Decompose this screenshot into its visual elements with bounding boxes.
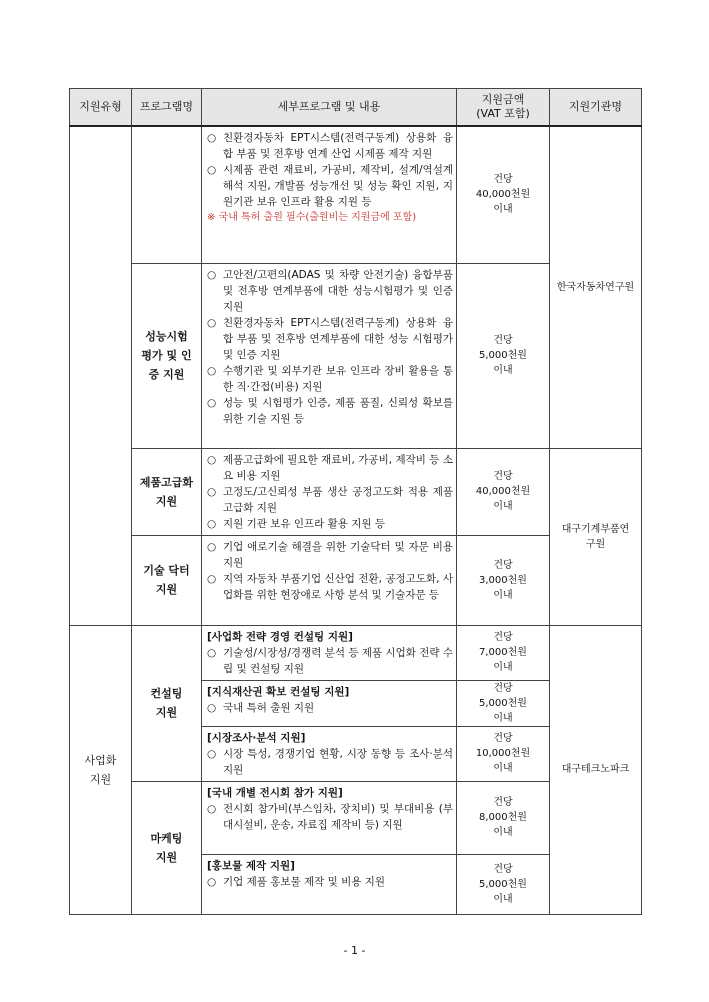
amount-cell: 건당 8,000천원 이내 xyxy=(457,781,550,854)
list-item: ○ 고안전/고편의(ADAS 및 차량 안전기술) 융합부품 및 전후방 연계부품에 대한 성능시험평가 및 인증 지원 xyxy=(207,268,453,313)
header-program-name: 프로그램명 xyxy=(132,89,202,127)
list-item: ○ 기업 제품 홍보물 제작 및 비용 지원 xyxy=(207,875,386,888)
amount-cell: 건당 5,000천원 이내 xyxy=(457,263,550,448)
amount-cell: 건당 7,000천원 이내 xyxy=(457,625,550,680)
program-name-cell: 제품고급화 지원 xyxy=(132,448,202,535)
list-item: ○ 친환경자동차 EPT시스템(전력구동계) 상용화 융합 부품 및 전후방 연계 산업 시제품 제작 지원 xyxy=(207,132,453,160)
amount-cell: 건당 5,000천원 이내 xyxy=(457,680,550,726)
agency-cell: 한국자동차연구원 xyxy=(550,126,642,448)
list-item: ○ 지원 기관 보유 인프라 활용 지원 등 xyxy=(207,517,386,530)
subprogram-title: [국내 개별 전시회 참가 지원] xyxy=(207,786,343,799)
amount-cell: 건당 10,000천원 이내 xyxy=(457,726,550,781)
amount-cell: 건당 40,000천원 이내 xyxy=(457,126,550,263)
subprogram-title: [지식재산권 확보 컨설팅 지원] xyxy=(207,685,350,698)
subprogram-title: [홍보물 제작 지원] xyxy=(207,859,295,872)
details-cell xyxy=(202,854,457,914)
support-type-cell xyxy=(70,126,132,625)
program-name-cell: 성능시험 평가 및 인증 지원 xyxy=(132,263,202,448)
subprogram-title: [시장조사·분석 지원] xyxy=(207,731,306,744)
support-type-cell: 사업화 지원 xyxy=(70,625,132,914)
details-cell xyxy=(202,625,457,680)
list-item: ○ 고정도/고신뢰성 부품 생산 공정고도화 적용 제품 고급화 지원 xyxy=(207,485,453,514)
program-name-cell: 마케팅 지원 xyxy=(132,781,202,914)
patent-note: ※ 국내 특허 출원 필수(출원비는 지원금에 포함) xyxy=(207,212,417,223)
list-item: ○ 친환경자동차 EPT시스템(전력구동계) 상용화 융합 부품 및 전후방 연계부품에 대한 성능 시험평가 및 인증 지원 xyxy=(207,316,453,361)
details-cell xyxy=(202,781,457,854)
list-item: ○ 성능 및 시험평가 인증, 제품 품질, 신뢰성 확보를 위한 기술 지원 등 xyxy=(207,396,453,425)
list-item: ○ 제품고급화에 필요한 재료비, 가공비, 제작비 등 소요 비용 지원 xyxy=(207,453,453,482)
program-name-cell xyxy=(132,126,202,263)
page-number: - 1 - xyxy=(343,944,366,957)
list-item: ○ 전시회 참가비(부스임차, 장치비) 및 부대비용 (부대시설비, 운송, 자료집 제작비 등) 지원 xyxy=(207,802,453,831)
table-row xyxy=(70,126,642,263)
details-cell xyxy=(202,263,457,448)
table-row xyxy=(70,448,642,535)
amount-cell: 건당 5,000천원 이내 xyxy=(457,854,550,914)
list-item: ○ 기업 애로기술 해결을 위한 기술닥터 및 자문 비용 지원 xyxy=(207,540,453,569)
table-header-row xyxy=(70,89,642,127)
header-agency: 지원기관명 xyxy=(550,89,642,127)
agency-cell: 대구테크노파크 xyxy=(550,625,642,914)
agency-cell: 대구기계부품연구원 xyxy=(550,448,642,625)
header-support-type: 지원유형 xyxy=(70,89,132,127)
details-cell xyxy=(202,126,457,263)
header-details: 세부프로그램 및 내용 xyxy=(202,89,457,127)
header-amount: 지원금액 (VAT 포함) xyxy=(457,89,550,127)
details-cell xyxy=(202,680,457,726)
details-cell xyxy=(202,535,457,625)
list-item: ○ 시장 특성, 경쟁기업 현황, 시장 동향 등 조사·분석 지원 xyxy=(207,747,453,776)
list-item: ○ 국내 특허 출원 지원 xyxy=(207,701,315,714)
program-name-cell: 기술 닥터 지원 xyxy=(132,535,202,625)
details-cell xyxy=(202,448,457,535)
list-item: ○ 시제품 관련 재료비, 가공비, 제작비, 설계/역설계 해석 지원, 개발품 성능개선 및 성능 확인 지원, 지원기관 보유 인프라 활용 지원 등 xyxy=(207,164,453,208)
table-row xyxy=(70,625,642,680)
amount-cell: 건당 40,000천원 이내 xyxy=(457,448,550,535)
list-item: ○ 지역 자동차 부품기업 신산업 전환, 공정고도화, 사업화를 위한 현장애로 사항 분석 및 기술자문 등 xyxy=(207,572,453,601)
list-item: ○ 기술성/시장성/경쟁력 분석 등 제품 시업화 전략 수립 및 컨설팅 지원 xyxy=(207,646,453,675)
support-program-table xyxy=(69,88,642,915)
amount-cell: 건당 3,000천원 이내 xyxy=(457,535,550,625)
program-name-cell: 컨설팅 지원 xyxy=(132,625,202,781)
details-cell xyxy=(202,726,457,781)
list-item: ○ 수행기관 및 외부기관 보유 인프라 장비 활용을 통한 직·간접(비용) 지원 xyxy=(207,364,453,393)
subprogram-title: [사업화 전략 경영 컨설팅 지원] xyxy=(207,630,353,643)
